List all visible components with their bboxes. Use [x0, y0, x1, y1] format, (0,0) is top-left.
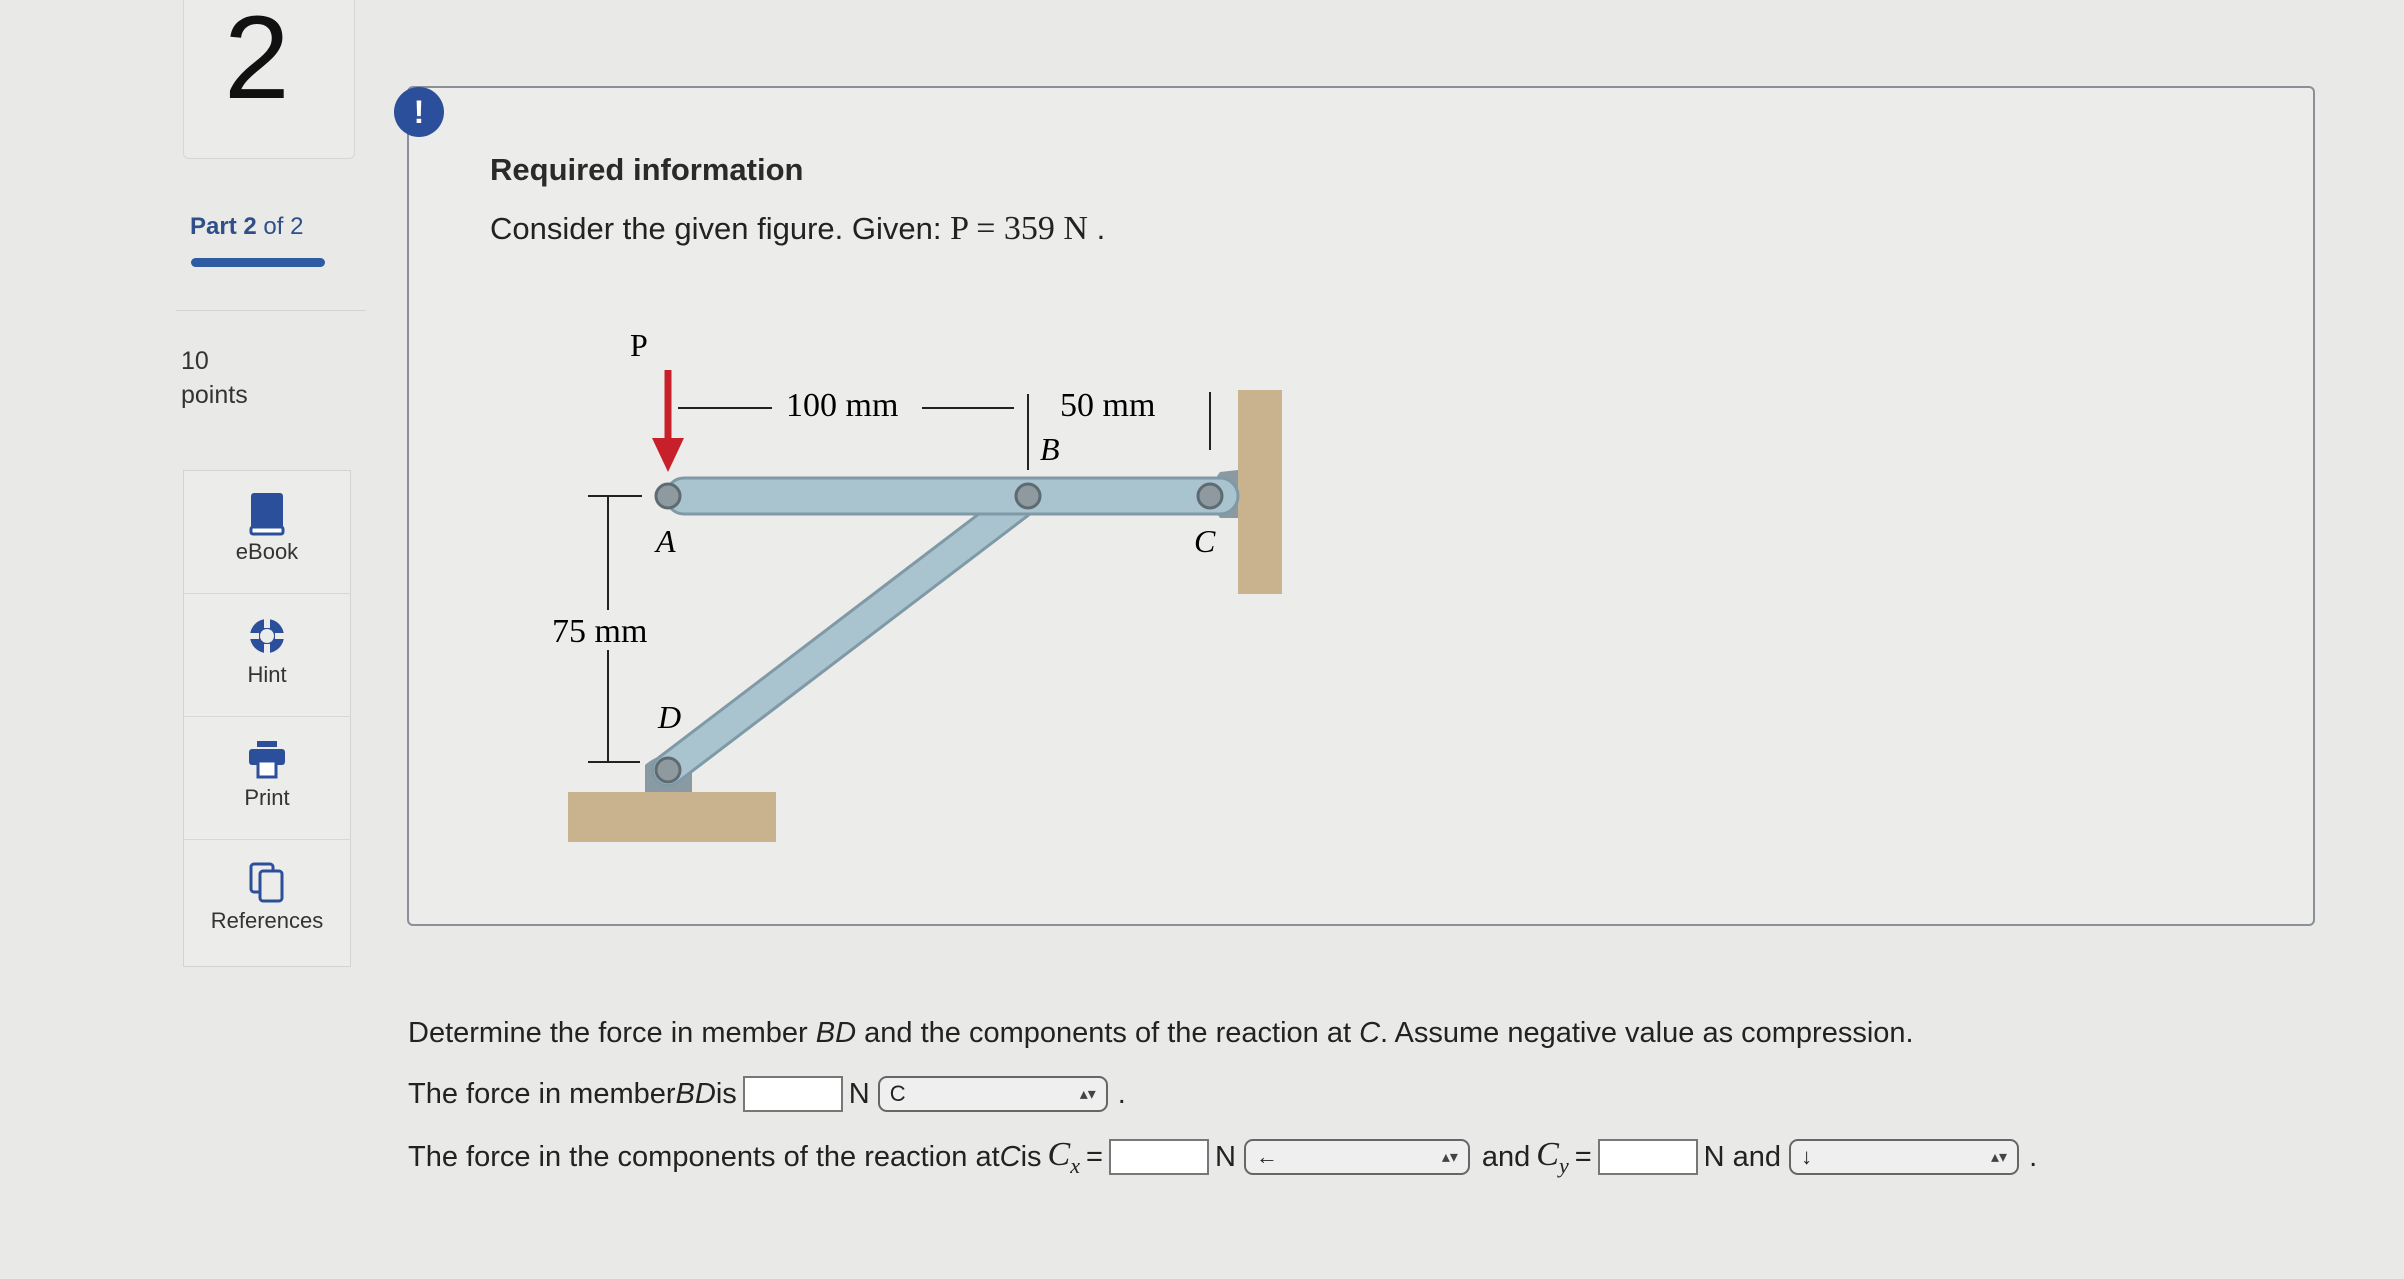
- cy-direction-select[interactable]: ↓ ▴▾: [1789, 1139, 2019, 1175]
- given-statement: Consider the given figure. Given: P = 359 N .: [490, 210, 1106, 247]
- given-value: P = 359 N: [950, 210, 1088, 247]
- problem-statement: Determine the force in member BD and the components of the reaction at C. Assume negative value as compression.: [408, 1017, 1914, 1049]
- truss-figure: [540, 320, 1300, 880]
- force-p-arrowhead: [652, 438, 684, 472]
- hint-button[interactable]: Hint: [184, 594, 350, 717]
- cx-symbol: $C_x$: [1047, 1136, 1080, 1178]
- alert-icon: !: [394, 87, 444, 137]
- cy-symbol: $C_y$: [1536, 1136, 1569, 1178]
- ebook-button[interactable]: eBook: [184, 471, 350, 594]
- points-label: points: [181, 381, 248, 409]
- dim-100mm: 100 mm: [786, 387, 899, 424]
- tools-panel: [183, 470, 351, 967]
- pin-a: [656, 484, 680, 508]
- points-value: 10: [181, 347, 209, 375]
- dim-75mm: 75 mm: [552, 613, 648, 650]
- label-a: A: [656, 523, 676, 559]
- member-ac: [666, 478, 1238, 514]
- ground-support: [568, 792, 776, 842]
- question-number: 2: [224, 0, 290, 124]
- answer-row-c: The force in the components of the reaction at C is $C_x$ = N ← ▴▾ and $C_y$ = N and ↓ ▴▾ .: [408, 1136, 2038, 1178]
- bd-force-input[interactable]: [743, 1076, 843, 1112]
- copy-icon: [247, 860, 287, 906]
- pin-b: [1016, 484, 1040, 508]
- print-button[interactable]: Print: [184, 717, 350, 840]
- question-number-panel: [183, 0, 355, 159]
- answer-row-bd: The force in member BD is N C ▴▾ .: [408, 1076, 1126, 1112]
- pin-d: [656, 758, 680, 782]
- label-p: P: [630, 327, 648, 363]
- cx-direction-select[interactable]: ← ▴▾: [1244, 1139, 1470, 1175]
- select-arrows-icon: ▴▾: [1079, 1086, 1096, 1103]
- label-d: D: [658, 699, 682, 735]
- pin-c: [1198, 484, 1222, 508]
- label-c: C: [1194, 523, 1216, 559]
- select-arrows-icon: ▴▾: [1441, 1149, 1458, 1167]
- select-arrows-icon: ▴▾: [1991, 1149, 2008, 1167]
- part-indicator: Part 2 of 2: [190, 213, 304, 240]
- divider: [176, 310, 366, 311]
- label-b: B: [1040, 431, 1060, 467]
- references-button[interactable]: References: [184, 840, 350, 966]
- book-icon: [247, 491, 287, 537]
- card-heading: Required information: [490, 152, 804, 187]
- part-progress-bar: [191, 258, 325, 267]
- wall-support: [1238, 390, 1282, 594]
- bd-type-select[interactable]: C ▴▾: [878, 1076, 1108, 1112]
- lifebuoy-icon: [247, 614, 287, 660]
- cx-input[interactable]: [1109, 1139, 1209, 1175]
- points-info: [181, 344, 248, 412]
- cy-input[interactable]: [1598, 1139, 1698, 1175]
- dim-50mm: 50 mm: [1060, 387, 1156, 424]
- printer-icon: [247, 737, 287, 783]
